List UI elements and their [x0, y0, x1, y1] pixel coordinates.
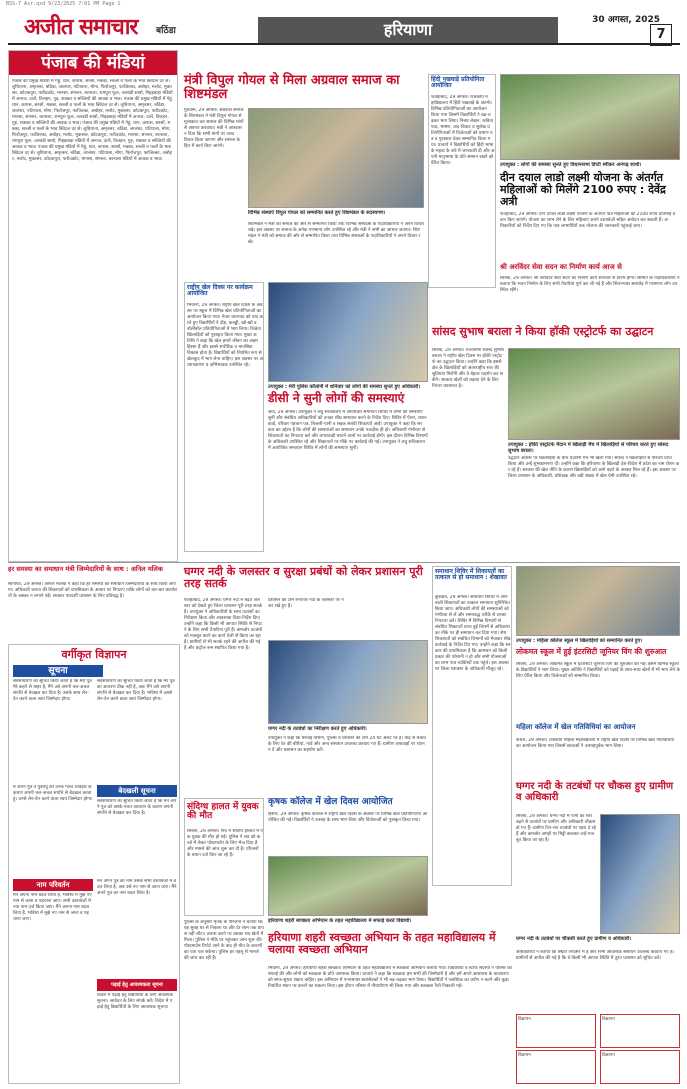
vipul-headline: मंत्री विपुल गोयल से मिला अग्रवाल समाज का शिष्टमंडल — [184, 73, 400, 102]
mandi-list: पंजाब की प्रमुख मंडियों में गेहूं, धान, कपास, सरसों, मक्का, सब्जी व फलों के भाव क्विंटल दर से। लुधियाना, अमृतसर, बठिंडा, जालंधर, पटियाला, मोगा, फिरोजपुर, फाजिल्का, अबोहर, मलोट, मुक्तसर, कोटकपूरा, फरीदकोट, मानसा, संगरूर, बरनाला, रामपुरा फूल, तलवंडी साबो, गिद्दड़बाहा मंडियों में अनाज, दालें, तिलहन, गुड़, शक्कर व सब्जियों की आवक व भाव। पंजाब की प्रमुख मंडियों में गेहूं, धान, कपास, सरसों, मक्का, सब्जी व फलों के भाव क्विंटल दर से। लुधियाना, अमृतसर, बठिंडा, जालंधर, पटियाला, मोगा, फिरोजपुर, फाजिल्का, अबोहर, मलोट, मुक्तसर, कोटकपूरा, फरीदकोट, मानसा, संगरूर, बरनाला, रामपुरा फूल, तलवंडी साबो, गिद्दड़बाहा मंडियों में अनाज, दालें, तिलहन, गुड़, शक्कर व सब्जियों की आवक व भाव। पंजाब की प्रमुख मंडियों में गेहूं, धान, कपास, सरसों, मक्का, सब्जी व फलों के भाव क्विंटल दर से। लुधियाना, अमृतसर, बठिंडा, जालंधर, पटियाला, मोगा, फिरोजपुर, फाजिल्का, अबोहर, मलोट, मुक्तसर, कोटकपूरा, फरीदकोट, मानसा, संगरूर, बरनाला, रामपुरा फूल, तलवंडी साबो, गिद्दड़बाहा मंडियों में अनाज, दालें, तिलहन, गुड़, शक्कर व सब्जियों की आवक व भाव। पंजाब की प्रमुख मंडियों में गेहूं, धान, कपास, सरसों, मक्का, सब्जी व फलों के भाव क्विंटल दर से। लुधियाना, अमृतसर, बठिंडा, जालंधर, पटियाला, मोगा, फिरोजपुर, फाजिल्का, अबोहर, मलोट, मुक्तसर, कोटकपूरा, फरीदकोट, मानसा, संगरूर, बरनाला मंडियों में आवक व भाव। — [12, 79, 174, 162]
samadhan-body: कुरुक्षेत्र, 29 अगस्त। समाधान शिविर में आने वाली शिकायतों का तत्काल समाधान सुनिश्चित किया जाए। अधिकारी लोगों की समस्याओं को गंभीरता से लें और समयबद्ध तरीके से उनका निपटारा करें। शिविर में विभिन्न विभागों से संबंधित शिकायतें प्राप्त हुईं जिनमें से अधिकांश का मौके पर ही समाधान कर दिया गया। शेष शिकायतों को संबंधित विभागों को भेजकर शीघ्र कार्रवाई के निर्देश दिए गए। उन्होंने कहा कि सरकार की प्राथमिकता है कि आमजन को किसी प्रकार की परेशानी न हो और सभी योजनाओं का लाभ पात्र व्यक्तियों तक पहुंचे। इस अवसर पर जिला प्रशासन के अधिकारी मौजूद रहे। — [435, 595, 511, 672]
ghaggar-headline: घग्गर नदी के जलस्तर व सुरक्षा प्रबंधों को लेकर प्रशासन पूरी तरह सतर्क — [184, 565, 423, 590]
sports-day-headline: राष्ट्रीय खेल दिवस पर कार्यक्रम आयोजित — [187, 284, 253, 298]
chaukas-body2: अधिकारियों ने बताया कि स्थिति नियंत्रण में है और सभी आवश्यक संसाधन उपलब्ध करवाए गए हैं। ग्रामीणों से अपील की गई है कि वे किसी भी आपात स्थिति में तुरंत प्रशासन को सूचित करें। — [516, 950, 675, 961]
lokmat-body: सिरसा, 29 अगस्त। लोकमत स्कूल में इंटरसिटी जूनियर विंग की शुरुआत की गई। इसमें विभिन्न स्कूलों के विद्यार्थियों ने भाग लिया। मुख्य अतिथि ने विद्यार्थियों को पढ़ाई के साथ-साथ खेलों में भी भाग लेने के लिए प्रेरित किया और विजेताओं को सम्मानित किया। — [516, 662, 680, 679]
lokmat-headline: लोकमत स्कूल में हुई इंटरसिटी जूनियर विंग की शुरुआत — [516, 647, 667, 656]
lokmat-caption: उपायुक्त : महिला कॉलेज स्कूल में खिलाड़ियों को सम्मानित करते हुए। — [516, 638, 643, 644]
naam-body-2: मैंने अपने पुत्र का नाम उसके सभी दस्तावेजों में बदल लिया है, अब उसे नए नाम से जाना जाए। मैंने अपने पुत्र का नाम बदल लिया है। — [97, 879, 177, 896]
vipul-photo — [248, 108, 424, 208]
mahila-college-headline: महिला कॉलेज में खेल गतिविधियां का आयोजन — [516, 723, 636, 731]
masthead — [8, 9, 680, 45]
vigyan-body: फतेहाबाद, 29 अगस्त। राजकीय महाविद्यालय में हिंदी पखवाड़े के अंतर्गत विभिन्न प्रतियोगिताओं का आयोजन किया गया जिसमें विद्यार्थियों ने बढ़-चढ़कर भाग लिया। निबंध लेखन, कविता पाठ, भाषण, वाद-विवाद व सुलेख प्रतियोगिताओं में विजेताओं को प्रमाण पत्र व पुरस्कार देकर सम्मानित किया गया। प्राचार्य ने विद्यार्थियों को हिंदी भाषा के महत्व के बारे में जानकारी दी और अपनी मातृभाषा के प्रति सम्मान रखने को प्रेरित किया। — [431, 95, 495, 166]
sansad-photo — [508, 348, 680, 440]
safai-caption: हरियाणा शहरी स्वच्छता अभियान के तहत महाविद्यालय में सफाई करते विद्यार्थी। — [268, 918, 412, 924]
naam-body: मैंने अपना नाम बदल लिया है, भविष्य में मुझे नए नाम से जाना व पहचाना जाए। सभी दस्तावेजों में नया नाम दर्ज किया जाए। मैंने अपना नाम बदल लिया है, भविष्य में मुझे नए नाम से जाना व पहचाना जाए। — [13, 893, 92, 922]
mahila-college-body: कैथल, 29 अगस्त। राजकीय महिला महाविद्यालय में राष्ट्रीय खेल दिवस पर विभिन्न खेल गतिविधियों का आयोजन किया गया जिसमें छात्राओं ने उत्साहपूर्वक भाग लिया। — [516, 738, 674, 749]
edition-date: 30 अगस्त, 2025 — [592, 15, 660, 25]
deen-sub-body: सिरसा, 29 अगस्त। श्री अरविंदर सेवा सदन का निर्माण कार्य शनिवार से प्रारंभ होगा। समिति के पदाधिकारियों ने बताया कि भवन निर्माण के लिए सभी तैयारियां पूर्ण कर ली गई हैं और शिलान्यास समारोह में गणमान्य लोग उपस्थित रहेंगे। — [500, 276, 680, 293]
lokmat-photo — [516, 566, 680, 636]
section-title: हरियाणा — [258, 17, 558, 43]
sansad-caption: उपायुक्त : हॉकी एस्ट्रोटर्फ मैदान में खिलाड़ी मैच में खिलाड़ियों से परिचय करते हुए सांसद सुभाष बराला। — [508, 442, 669, 454]
naam-header: नाम परिवर्तन — [13, 879, 93, 891]
classifieds — [8, 644, 180, 1084]
sansad-body: उद्घाटन अवसर पर खिलाड़ियों के बीच प्रदर्शनी मैच भी खेला गया। सांसद ने खिलाड़ियों से परिचय प्राप्त किया और उन्हें शुभकामनाएं दीं। उन्होंने कहा कि हरियाणा के खिलाड़ी देश-विदेश में प्रदेश का नाम रोशन कर रहे हैं। सरकार की खेल नीति के कारण खिलाड़ियों को आगे बढ़ने के अवसर मिल रहे हैं। इस अवसर पर जिला प्रशासन के अधिकारी, प्रशिक्षक और बड़ी संख्या में खेल प्रेमी उपस्थित रहे। — [508, 456, 680, 479]
bedakhli-body-2: सर्वसाधारण को सूचित किया जाता है कि मैंने अपने पुत्र को उसके गलत आचरण के कारण अपनी संपत्ति से बेदखल कर दिया है। — [97, 799, 177, 816]
safai-body: भिवानी, 29 अगस्त। हरियाणा शहरी स्वच्छता अभियान के तहत महाविद्यालय में स्वच्छता अभियान चलाया गया। विद्यार्थियों व स्टाफ सदस्यों ने परिसर की सफाई की और लोगों को स्वच्छता के प्रति जागरूक किया। प्राचार्य ने कहा कि स्वच्छता हम सभी की जिम्मेदारी है और हमें अपने आसपास के वातावरण को साफ-सुथरा रखना चाहिए। इस अभियान में एनएसएस स्वयंसेवकों ने भी बढ़-चढ़कर भाग लिया। विद्यार्थियों ने प्लास्टिक का प्रयोग न करने और कूड़ा निर्धारित स्थान पर डालने का संकल्प लिया। इस दौरान परिसर में पौधारोपण भी किया गया और स्वच्छता रैली निकाली गई। — [268, 966, 512, 989]
chaukas-body: सिरसा, 29 अगस्त। घग्गर नदी में पानी का स्तर बढ़ने से तटबंधों पर ग्रामीण और अधिकारी चौकस हो गए हैं। ग्रामीण दिन-रात तटबंधों पर पहरा दे रहे हैं और कमजोर जगहों पर मिट्टी डालकर उन्हें मजबूत किया जा रहा है। — [516, 814, 596, 843]
sports-day-box — [184, 282, 264, 552]
ad-cell: विज्ञापन — [600, 1050, 680, 1084]
suchna-header: सूचना — [13, 665, 103, 677]
page-number: 7 — [650, 24, 672, 46]
ghaggar-caption: घग्गर नदी के तटबंधों का निरीक्षण करते हुए अधिकारी। — [268, 726, 367, 732]
sandigdh-more: पुलिस के अनुसार मृतक के परिजनों ने बताया कि वह सुबह घर से निकला था और देर शाम तक वापस नहीं लौटा। तलाश करने पर उसका शव खेतों में मिला। पुलिस ने मौके पर पहुंचकर जांच शुरू की। पोस्टमार्टम रिपोर्ट आने के बाद ही मौत के कारणों का पता चल सकेगा। पुलिस हर पहलू से मामले की जांच कर रही है। — [184, 920, 264, 961]
padhai-header: पढ़ाई हेतु आवश्यकता सूचना — [97, 979, 177, 991]
vigyan-headline: हिंदी पखवाड़े प्रतियोगिता आयोजित — [431, 76, 485, 90]
masthead-city: बठिंडा — [156, 26, 176, 36]
samadhan-box — [432, 566, 512, 886]
classifieds-header: वर्गीकृत विज्ञापन — [61, 648, 127, 661]
sports-day-body: भिवानी, 29 अगस्त। राष्ट्रीय खेल दिवस के अवसर पर स्कूल में विभिन्न खेल प्रतियोगिताओं का आयोजन किया गया। मेजर ध्यानचंद को याद करते हुए विद्यार्थियों ने दौड़, कबड्डी, खो-खो व वॉलीबॉल प्रतियोगिताओं में भाग लिया। विजेता खिलाड़ियों को पुरस्कृत किया गया। मुख्य अतिथि ने कहा कि खेल हमारे जीवन का अहम हिस्सा हैं और इससे शारीरिक व मानसिक विकास होता है। विद्यार्थियों को नियमित रूप से खेलकूद में भाग लेना चाहिए। इस अवसर पर अध्यापकगण व अभिभावक उपस्थित रहे। — [187, 303, 263, 368]
suchna-body-2: सर्वसाधारण को सूचित किया जाता है कि मेरे पुत्र का आचरण ठीक नहीं है, अतः मैंने उसे अपनी संपत्ति से बेदखल कर दिया है। भविष्य में उससे लेन-देन करने वाला स्वयं जिम्मेदार होगा। — [97, 679, 175, 702]
padhai-body: विदेश में पढ़ाई हेतु विद्यार्थियों के लिए आवश्यक सूचना। आवेदन के लिए संपर्क करें। विदेश में पढ़ाई हेतु विद्यार्थियों के लिए आवश्यक सूचना। — [97, 993, 173, 1010]
ads-grid — [516, 1014, 680, 1084]
ghaggar-photo — [268, 640, 428, 724]
system-line: BSS-7 Asr.qxd 9/23/2025 7:01 PM Page 1 — [6, 1, 121, 7]
ad-cell: विज्ञापन — [600, 1014, 680, 1048]
ad-cell: विज्ञापन — [516, 1014, 596, 1048]
samasya-body: सोनीपत, 29 अगस्त। अनिल मलिक ने कहा कि हर समस्या का समाधान जिम्मेदारियों के साथ किया जाएगा। अधिकारी जनता की शिकायतों को प्राथमिकता के आधार पर निपटाएं ताकि लोगों को बार-बार कार्यालयों के चक्कर न लगाने पड़ें। सरकार पारदर्शी प्रशासन के लिए प्रतिबद्ध है। — [8, 582, 177, 599]
mandi-title: पंजाब की मंडियां — [9, 51, 177, 75]
sansad-headline: सांसद सुभाष बराला ने किया हॉकी एस्ट्रोटर्फ का उद्घाटन — [432, 325, 654, 338]
dc-headline: डीसी ने सुनी लोगों की समस्याएं — [268, 391, 405, 405]
masthead-logo: अजीत समाचार — [24, 14, 138, 40]
sandigdh-body: सिरसा, 29 अगस्त। गांव में संदिग्ध हालात में एक युवक की मौत हो गई। पुलिस ने शव को कब्जे में लेकर पोस्टमार्टम के लिए भेज दिया है और मामले की जांच शुरू कर दी है। परिजनों के बयान दर्ज किए जा रहे हैं। — [187, 829, 263, 858]
krida-headline: कृषक कॉलेज में खेल दिवस आयोजित — [268, 797, 393, 807]
bedakhli-body: मैं अपने पुत्र व पुत्रवधू को उनके गलत व्यवहार के कारण अपनी चल-अचल संपत्ति से बेदखल करता हूं। उनसे लेन-देन करने वाला स्वयं जिम्मेदार होगा। — [13, 785, 93, 802]
safai-photo — [268, 856, 428, 916]
vigyan-box — [428, 74, 496, 288]
dc-body: जींद, 29 अगस्त। उपायुक्त ने लघु सचिवालय में आयोजित समाधान शिविर में लोगों की समस्याएं सुनीं और संबंधित अधिकारियों को उनका शीघ्र समाधान करने के निर्देश दिए। शिविर में पेंशन, राशन कार्ड, परिवार पहचान पत्र, बिजली-पानी व सड़क संबंधी शिकायतें आईं। उपायुक्त ने कहा कि सरकार का उद्देश्य है कि लोगों की समस्याओं का समाधान उनके नजदीक ही हो। अधिकारी गंभीरता से शिकायतों का निपटारा करें और लापरवाही बरतने वालों पर कार्रवाई होगी। इस दौरान विभिन्न विभागों के अधिकारी उपस्थित रहे और शिकायतों पर मौके पर कार्रवाई की गई। उपायुक्त ने लघु सचिवालय में आयोजित समाधान शिविर में लोगों की समस्याएं सुनीं। — [268, 410, 428, 451]
chaukas-photo — [600, 814, 680, 934]
krida-body: हिसार, 29 अगस्त। कृषक कॉलेज में राष्ट्रीय खेल दिवस के अवसर पर विभिन्न खेल प्रतियोगिताएं आयोजित की गईं। विद्यार्थियों ने उत्साह के साथ भाग लिया और विजेताओं को पुरस्कृत किया गया। — [268, 812, 428, 823]
chaukas-caption: घग्गर नदी के तटबंधों पर चौकसी करते हुए ग्रामीण व अधिकारी। — [516, 936, 632, 942]
sandigdh-box — [184, 798, 264, 916]
sansad-col1: सिरसा, 29 अगस्त। राज्यसभा सांसद सुभाष बराला ने राष्ट्रीय खेल दिवस पर हॉकी एस्ट्रोटर्फ का उद्घाटन किया। उन्होंने कहा कि इससे क्षेत्र के खिलाड़ियों को अंतरराष्ट्रीय स्तर की सुविधाएं मिलेंगी और वे बेहतर प्रदर्शन कर सकेंगे। सरकार खेलों को बढ़ावा देने के लिए निरंतर प्रयासरत है। — [432, 348, 504, 389]
samasya-headline: हर समस्या का समाधान मंत्री जिम्मेदारियों के साथ : अनिल मलिक — [8, 565, 163, 573]
vipul-caption: विभिन्न संस्थाएं विपुल गोयल को सम्मानित करते हुए शिष्टमंडल के सदस्यगण। — [248, 210, 386, 216]
chaukas-headline: घग्गर नदी के तटबंधों पर चौकस हुए ग्रामीण व अधिकारी — [516, 781, 674, 803]
sandigdh-headline: संदिग्ध हालत में युवक की मौत — [187, 802, 259, 822]
deen-subhead: श्री अरविंदर सेवा सदन का निर्माण कार्य आज से — [500, 263, 622, 271]
dc-photo — [268, 282, 428, 382]
ghaggar-col1: फतेहाबाद, 29 अगस्त। घग्गर नदी में बढ़ते जलस्तर को देखते हुए जिला प्रशासन पूरी तरह सतर्क है। उपायुक्त ने अधिकारियों के साथ तटबंधों का निरीक्षण किया और आवश्यक दिशा-निर्देश दिए। उन्होंने कहा कि किसी भी आपात स्थिति से निपटने के लिए सभी तैयारियां पूरी हैं। कमजोर तटबंधों को मजबूत करने का कार्य तेजी से किया जा रहा है। ग्रामीणों से भी सतर्क रहने की अपील की गई है और कंट्रोल रूम स्थापित किया गया है। — [184, 598, 263, 651]
vipul-body: शिष्टमंडल ने मंत्री को समाज की ओर से सम्मानित किया तथा विभिन्न संस्थाओं के पदाधिकारियों ने अपने विचार रखे। इस अवसर पर समाज के अनेक गणमान्य लोग उपस्थित रहे और मंत्री ने सभी का आभार जताया। शिष्टमंडल ने मंत्री को समाज की ओर से सम्मानित किया तथा विभिन्न संस्थाओं के पदाधिकारियों ने अपने विचार रखे। — [248, 222, 424, 245]
samadhan-headline: समाधान शिविर में शिकायतों का तत्काल से हो समाधान : शेखावत — [435, 568, 507, 582]
deen-body: फतेहाबाद, 29 अगस्त। दीन दयाल लाडो लक्ष्मी योजना के अंतर्गत पात्र महिलाओं को 2100 रुपये प्रतिमाह प्रदान किए जाएंगे। योजना का लाभ लेने के लिए महिलाएं अपने दस्तावेजों सहित आवेदन कर सकती हैं। अधिकारियों को निर्देश दिए गए कि पात्र लाभार्थियों तक योजना की जानकारी पहुंचाई जाए। — [500, 212, 676, 229]
dc-caption: उपायुक्त : मेरी पुलिस कॉलोनी में शनिवार को लोगों की समस्या सुनते हुए अधिकारी। — [268, 384, 421, 390]
ghaggar-col2: प्रशासन की टीमें लगातार नदी के जलस्तर पर नजर रखे हुए हैं। — [268, 598, 344, 609]
mandi-section — [8, 50, 178, 562]
bedakhli-header: बेदखली सूचना — [97, 785, 177, 797]
deen-caption: उपायुक्त : लोगों की समस्या सुनते हुए विधानसभा डिप्टी स्पीकर अनपढ़ साथी। — [500, 162, 642, 168]
ghaggar-body: उपायुक्त ने कहा कि सिंचाई विभाग, पुलिस व प्रशासन की टीमें 24 घंटे अलर्ट पर हैं। बाढ़ से बचाव के लिए रेत की बोरियां, नावें और अन्य संसाधन उपलब्ध करवाए गए हैं। ग्रामीण अफवाहों पर ध्यान न दें और प्रशासन का सहयोग करें। — [268, 736, 426, 753]
safai-headline: हरियाणा शहरी स्वच्छता अभियान के तहत महाविद्यालय में चलाया स्वच्छता अभियान — [268, 931, 496, 956]
suchna-body: सर्वसाधारण को सूचित किया जाता है कि मेरा पुत्र मेरे कहने से बाहर है, मैंने उसे अपनी चल-अचल संपत्ति से बेदखल कर दिया है। उसके साथ लेन-देन करने वाला स्वयं जिम्मेदार होगा। — [13, 679, 92, 702]
ad-cell: विज्ञापन — [516, 1050, 596, 1084]
divider-middle — [8, 562, 680, 563]
deen-headline: दीन दयाल लाडो लक्ष्मी योजना के अंतर्गत महिलाओं को मिलेंगे 2100 रुपए : देवेंद्र अत्री — [500, 171, 666, 209]
deen-photo — [500, 74, 680, 160]
vipul-col1: गुरुग्राम, 29 अगस्त। अग्रवाल समाज के शिष्टमंडल ने मंत्री विपुल गोयल से मुलाकात कर समाज की विभिन्न मांगों से अवगत करवाया। मंत्री ने आश्वासन दिया कि सभी मांगों पर जल्द विचार किया जाएगा और समाज के हित में कार्य किए जाएंगे। — [184, 108, 244, 149]
